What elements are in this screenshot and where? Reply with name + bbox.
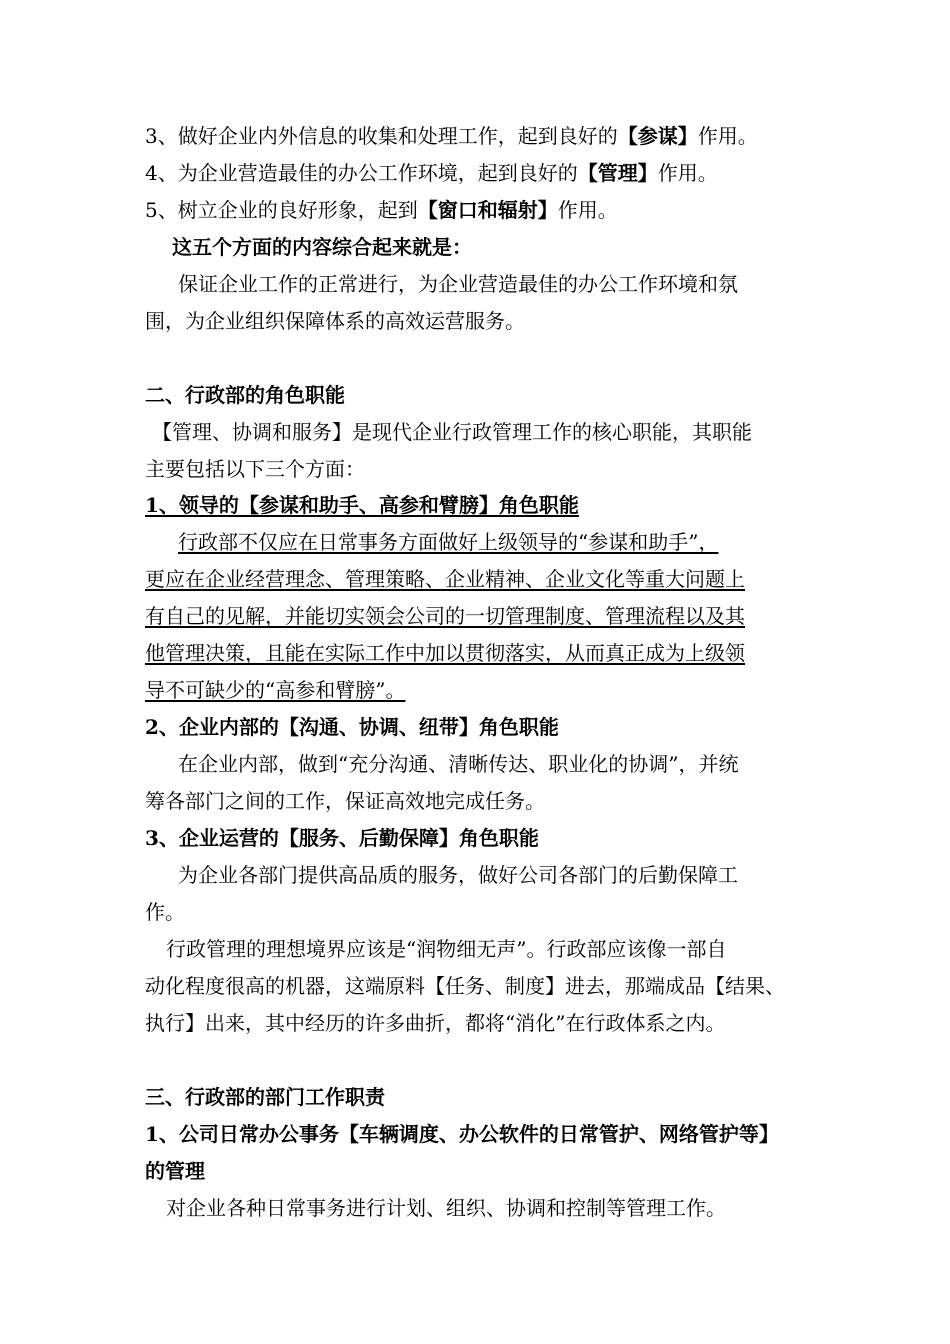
paragraph-line: 对企业各种日常事务进行计划、组织、协调和控制等管理工作。: [166, 1196, 726, 1220]
underlined-line: 有自己的见解，并能切实领会公司的一切管理制度、管理流程以及其: [145, 604, 745, 628]
paragraph-line: 作。: [145, 900, 185, 924]
paragraph-line: 为企业各部门提供高品质的服务，做好公司各部门的后勤保障工: [178, 863, 738, 887]
paragraph-line: 主要包括以下三个方面：: [145, 457, 365, 481]
text-run: 3、做好企业内外信息的收集和处理工作，起到良好的: [145, 124, 618, 148]
subsection-heading: 2、企业内部的【沟通、协调、纽带】角色职能: [145, 715, 559, 739]
summary-heading: 这五个方面的内容综合起来就是：: [172, 235, 472, 259]
bold-text-run: 【管理】: [577, 161, 658, 185]
paragraph-line: 筹各部门之间的工作，保证高效地完成任务。: [145, 789, 545, 813]
subsection-heading: 的管理: [145, 1159, 205, 1183]
text-run: 作用。: [557, 198, 618, 222]
text-run: 5、树立企业的良好形象，起到: [145, 198, 418, 222]
paragraph-line: 动化程度很高的机器，这端原料【任务、制度】进去，那端成品【结果、: [145, 974, 785, 998]
paragraph-line: 【管理、协调和服务】是现代企业行政管理工作的核心职能，其职能: [152, 420, 752, 444]
text-run: 4、为企业营造最佳的办公工作环境，起到良好的: [145, 161, 578, 185]
paragraph-line: [145, 160, 718, 186]
paragraph-line: 执行】出来，其中经历的许多曲折，都将“消化”在行政体系之内。: [145, 1011, 726, 1035]
paragraph-line: 行政管理的理想境界应该是“润物细无声”。行政部应该像一部自: [166, 937, 727, 961]
subsection-heading: 1、公司日常办公事务【车辆调度、办公软件的日常管护、网络管护等】: [145, 1122, 779, 1146]
subsection-heading: 3、企业运营的【服务、后勤保障】角色职能: [145, 826, 539, 850]
text-run: 作用。: [657, 161, 718, 185]
paragraph-line: 在企业内部，做到“充分沟通、清晰传达、职业化的协调”，并统: [178, 752, 739, 776]
bold-text-run: 【窗口和辐射】: [417, 198, 558, 222]
paragraph-line: [145, 123, 758, 149]
section-heading: 三、行政部的部门工作职责: [145, 1085, 385, 1109]
underlined-line: 他管理决策，且能在实际工作中加以贯彻落实，从而真正成为上级领: [145, 641, 745, 665]
subsection-heading: 1、领导的【参谋和助手、高参和臂膀】角色职能: [145, 493, 579, 517]
bold-text-run: 【参谋】: [617, 124, 698, 148]
section-heading: 二、行政部的角色职能: [145, 383, 345, 407]
underlined-line: 行政部不仅应在日常事务方面做好上级领导的“参谋和助手”，: [178, 530, 719, 554]
text-run: 作用。: [697, 124, 758, 148]
underlined-line: 导不可缺少的“高参和臂膀”。: [145, 678, 406, 702]
paragraph-line: [145, 197, 618, 223]
paragraph-line: 围，为企业组织保障体系的高效运营服务。: [145, 309, 525, 333]
paragraph-line: 保证企业工作的正常进行，为企业营造最佳的办公工作环境和氛: [178, 272, 738, 296]
underlined-line: 更应在企业经营理念、管理策略、企业精神、企业文化等重大问题上: [145, 567, 745, 591]
